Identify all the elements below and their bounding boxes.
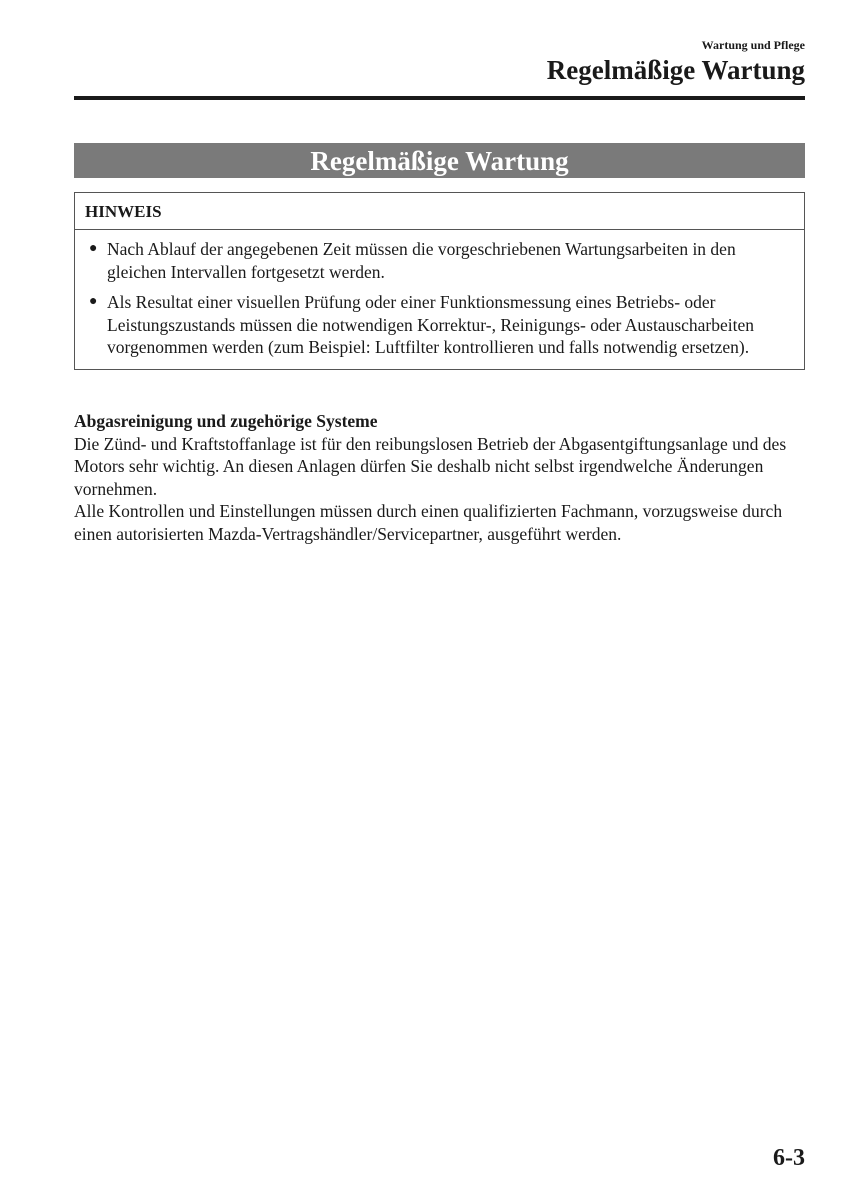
section-title-banner: Regelmäßige Wartung [74,143,805,178]
subsection-heading: Abgasreinigung und zugehörige Systeme [74,411,378,431]
body-section [74,410,809,545]
body-paragraph: Alle Kontrollen und Einstellungen müssen durch einen qualifizierten Fachmann, vorzugsweise durch einen autorisierten Mazda-Vertragshändler/Servicepartner, ausgeführt werden. [74,501,783,544]
note-item [85,238,792,283]
chapter-label: Wartung und Pflege [701,38,805,52]
page-title: Regelmäßige Wartung [546,55,805,85]
note-item-text: Nach Ablauf der angegebenen Zeit müssen die vorgeschriebenen Wartungsarbeiten in den gleichen Intervallen fortgesetzt werden. [107,239,736,282]
body-paragraph: Die Zünd- und Kraftstoffanlage ist für den reibungslosen Betrieb der Abgasentgiftungsanlage und des Motors sehr wichtig. An diesen Anlagen dürfen Sie deshalb nicht selbst irgendwelche Änderungen vornehmen. [74,433,787,499]
note-title: HINWEIS [75,193,804,230]
bullet-icon: ● [89,294,98,309]
note-box [74,192,805,370]
page-number: 6-3 [773,1145,805,1171]
header-divider [74,96,805,100]
note-list [75,230,804,369]
note-item-text: Als Resultat einer visuellen Prüfung oder einer Funktionsmessung eines Betriebs- oder Leistungszustands müssen die notwendigen Korrektur-, Reinigungs- oder Austauscharbeiten vorgenommen werden (zum Beispiel: Luftfilter kontrollieren und falls notwendig ersetzen). [107,292,755,357]
note-item [85,291,792,359]
bullet-icon: ● [89,241,98,256]
